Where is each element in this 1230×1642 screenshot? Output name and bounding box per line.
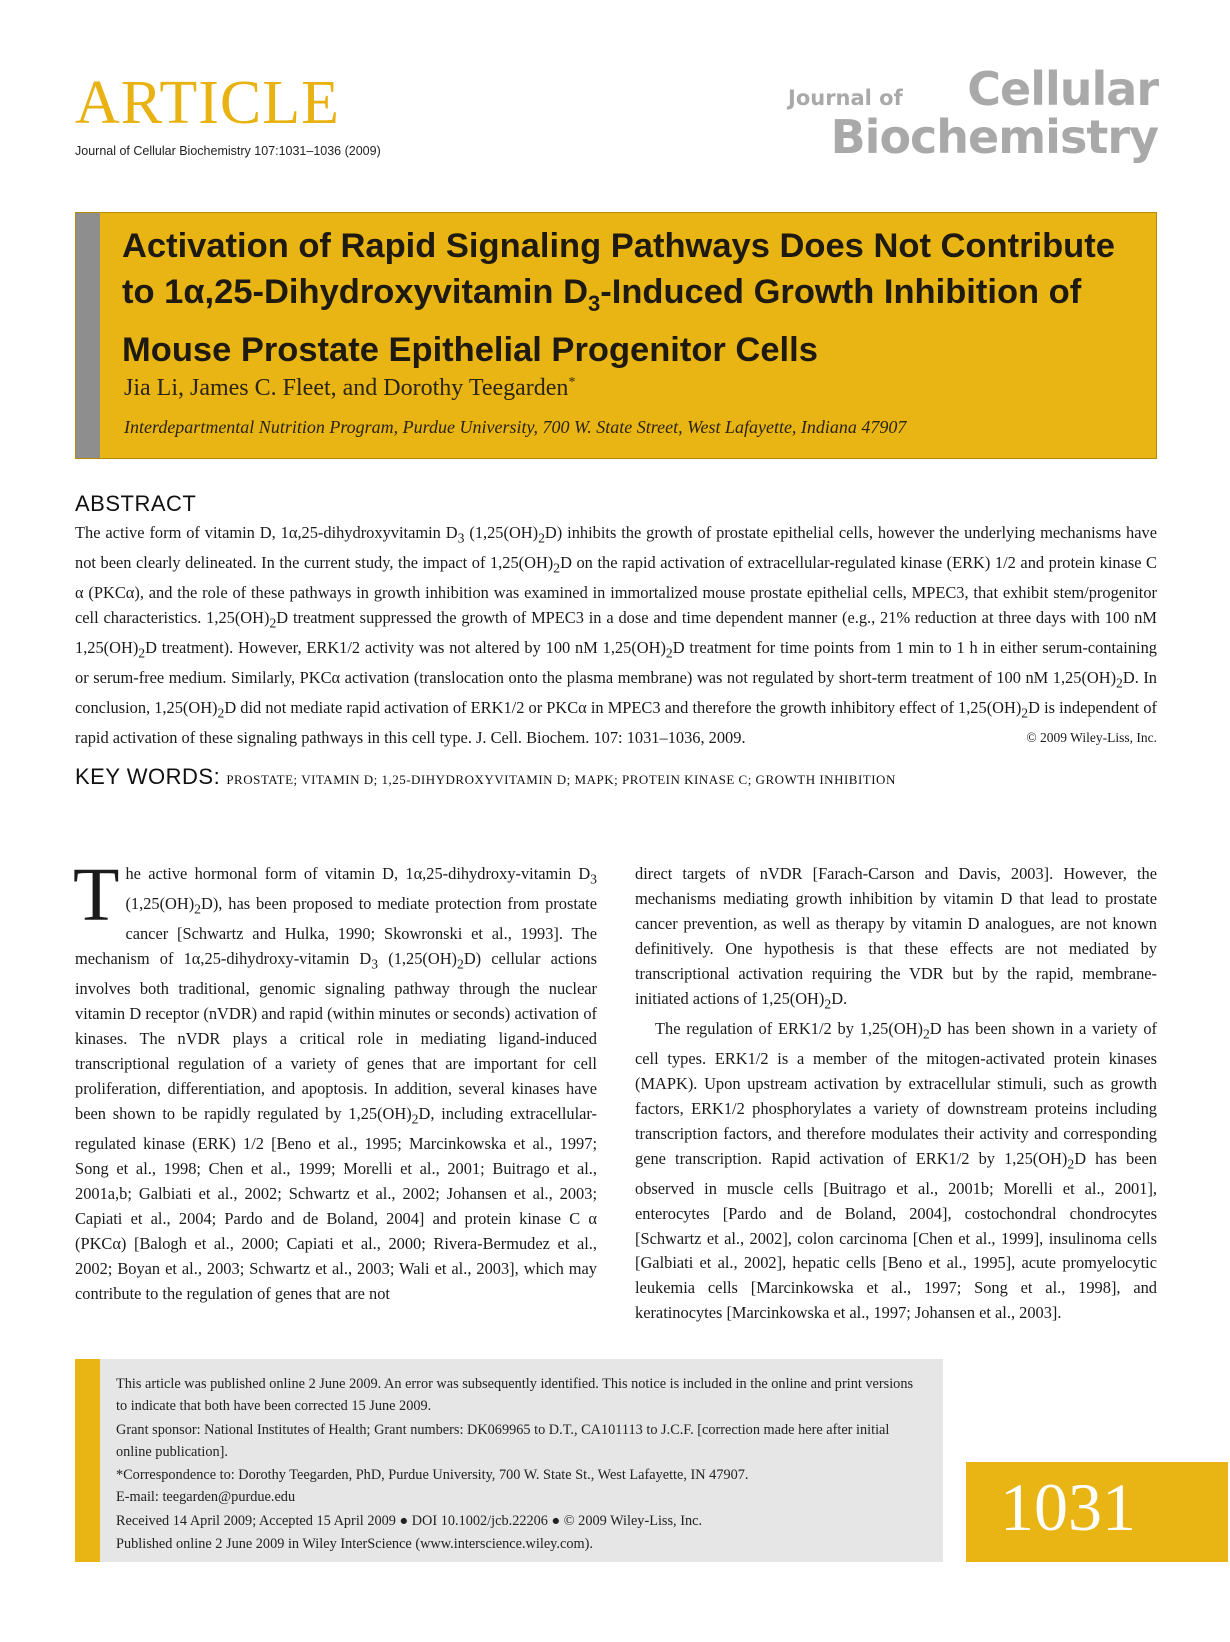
drop-cap: T [73, 853, 120, 937]
journal-citation: Journal of Cellular Biochemistry 107:1031–1036 (2009) [75, 144, 381, 158]
logo-journal-of: Journal of [788, 86, 903, 110]
keywords [75, 764, 896, 790]
body-column-1: The active hormonal form of vitamin D, 1α,25-dihydroxy-vitamin $D_3$ $(1,25(OH)_2D)$, has been proposed to mediate protection from prostate cancer [Schwartz and Hulka, 1990; Skowronski et al., 1993]. The mechanism of 1α,25-dihydroxy-vitamin $D_3$ $(1,25(OH)_2D)$ cellular actions involves both traditional, genomic signaling pathway through the nuclear vitamin D receptor (nVDR) and rapid (within minutes or seconds) activation of kinases. The nVDR plays a critical role in mediating ligand-induced transcriptional regulation of a variety of genes that are important for cell proliferation, differentiation, and apoptosis. In addition, several kinases have been shown to be rapidly regulated by $1,25(OH)_2D$, including extracellular-regulated kinase (ERK) 1/2 [Beno et al., 1995; Marcinkowska et al., 1997; Song et al., 1998; Chen et al., 1999; Morelli et al., 2001; Buitrago et al., 2001a,b; Galbiati et al., 2002; Schwartz et al., 2002; Johansen et al., 2003; Capiati et al., 2004; Pardo and de Boland, 2004] and protein kinase C α (PKCα) [Balogh et al., 2000; Capiati et al., 2000; Rivera-Bermudez et al., 2002; Boyan et al., 2003; Schwartz et al., 2003; Wali et al., 2003], which may contribute to the regulation of genes that are not [73, 853, 597, 1303]
logo-cellular: Cellular [967, 62, 1158, 116]
published-line: Published online 2 June 2009 in Wiley InterScience (www.interscience.wiley.com). [116, 1536, 593, 1553]
title-line-3: Mouse Prostate Epithelial Progenitor Cells [122, 330, 818, 369]
footnote-side-bar [75, 1359, 100, 1562]
received-line: Received 14 April 2009; Accepted 15 April 2009 ● DOI 10.1002/jcb.22206 ● © 2009 Wiley-Liss, Inc. [116, 1512, 703, 1529]
page-number: 1031 [1000, 1469, 1136, 1545]
grant-info: Grant sponsor: National Institutes of Health; Grant numbers: DK069965 to D.T., CA101113 to J.C.F. [correction made here after initial online publication]. [116, 1421, 890, 1460]
abstract-copyright: © 2009 Wiley-Liss, Inc. [1026, 730, 1157, 746]
affiliation: Interdepartmental Nutrition Program, Purdue University, 700 W. State Street, West Lafayette, Indiana 47907 [124, 417, 907, 437]
title-side-bar [76, 213, 100, 458]
title-line-1: Activation of Rapid Signaling Pathways Does Not Contribute [122, 227, 1115, 265]
correspondence: *Correspondence to: Dorothy Teegarden, PhD, Purdue University, 700 W. State St., West Lafayette, IN 47907. E-mail: teegarden@purdue.edu [116, 1467, 749, 1506]
authors: Jia Li, James C. Fleet, and Dorothy Teegarden* [124, 375, 576, 401]
logo-biochemistry: Biochemistry [830, 110, 1158, 164]
doi: DOI 10.1002/jcb.22206 [411, 1512, 548, 1529]
article-title [122, 223, 1157, 373]
abstract-text: The active form of vitamin D, 1α,25-dihydroxyvitamin $D_3$ $(1,25(OH)_2D)$ inhibits the growth of prostate epithelial cells, however the underlying mechanisms have not been clearly delineated. In the current study, the impact of $1,25(OH)_2D$ on the rapid activation of extracellular-regulated kinase (ERK) 1/2 and protein kinase C α (PKCα), and the role of these pathways in growth inhibition was examined in immortalized mouse prostate epithelial cells, MPEC3, that exhibit stem/progenitor cell characteristics. $1,25(OH)_2D$ treatment suppressed the growth of MPEC3 in a dose and time dependent manner (e.g., 21% reduction at three days with 100 nM $1,25(OH)_2D$ treatment). However, ERK1/2 activity was not altered by 100 nM $1,25(OH)_2D$ treatment for time points from 1 min to 1 h in either serum-containing or serum-free medium. Similarly, PKCα activation (translocation onto the plasma membrane) was not regulated by short-term treatment of 100 nM $1,25(OH)_2D$. In conclusion, $1,25(OH)_2D$ did not mediate rapid activation of ERK1/2 or PKCα in MPEC3 and therefore the growth inhibitory effect of $1,25(OH)_2D$ is independent of rapid activation of these signaling pathways in this cell type. J. Cell. Biochem. 107: 1031–1036, 2009. © 2009 Wiley-Liss, Inc. [75, 521, 1157, 751]
keywords-label: KEY WORDS: [75, 764, 221, 789]
body-column-2: direct targets of nVDR [Farach-Carson and Davis, 2003]. However, the mechanisms mediating growth inhibition by vitamin D that lead to prostate cancer prevention, as well as therapy by vitamin D analogues, are not known definitively. One hypothesis is that these effects are not mediated by transcriptional activation requiring the VDR but by the rapid, membrane-initiated actions of $1,25(OH)_2D$. The regulation of ERK1/2 by $1,25(OH)_2D$ has been shown in a variety of cell types. ERK1/2 is a member of the mitogen-activated protein kinases (MAPK). Upon upstream activation by extracellular stimuli, such as growth factors, ERK1/2 phosphorylates a variety of downstream proteins including transcription factors, and therefore modulates their activity and corresponding gene transcription. Rapid activation of ERK1/2 by $1,25(OH)_2D$ has been observed in muscle cells [Buitrago et al., 2001b; Morelli et al., 2001], enterocytes [Pardo and de Boland, 2004], costochondral chondrocytes [Schwartz et al., 2002], colon carcinoma [Chen et al., 1999], insulinoma cells [Galbiati et al., 2002], hepatic cells [Beno et al., 1995], acute promyelocytic leukemia cells [Marcinkowska et al., 1997; Song et al., 1998], and keratinocytes [Marcinkowska et al., 1997; Johansen et al., 2003]. [635, 864, 1157, 1323]
page-number-box [966, 1462, 1228, 1562]
footnote-text [116, 1373, 926, 1556]
publication-notice: This article was published online 2 June 2009. An error was subsequently identified. This notice is included in the online and print versions to indicate that both have been corrected 15 June 2009. [116, 1376, 914, 1415]
title-line-2: to 1α,25-Dihydroxyvitamin $D_3$-Induced Growth Inhibition of [122, 273, 1082, 316]
abstract-heading: ABSTRACT [75, 491, 197, 516]
journal-logo [788, 62, 1158, 166]
email: E-mail: teegarden@purdue.edu [116, 1489, 296, 1506]
footnote-box [75, 1359, 943, 1562]
title-block [75, 212, 1157, 459]
keywords-value: PROSTATE; VITAMIN D; 1,25-DIHYDROXYVITAMIN D; MAPK; PROTEIN KINASE C; GROWTH INHIBITION [226, 772, 896, 787]
article-label: ARTICLE [75, 69, 341, 137]
